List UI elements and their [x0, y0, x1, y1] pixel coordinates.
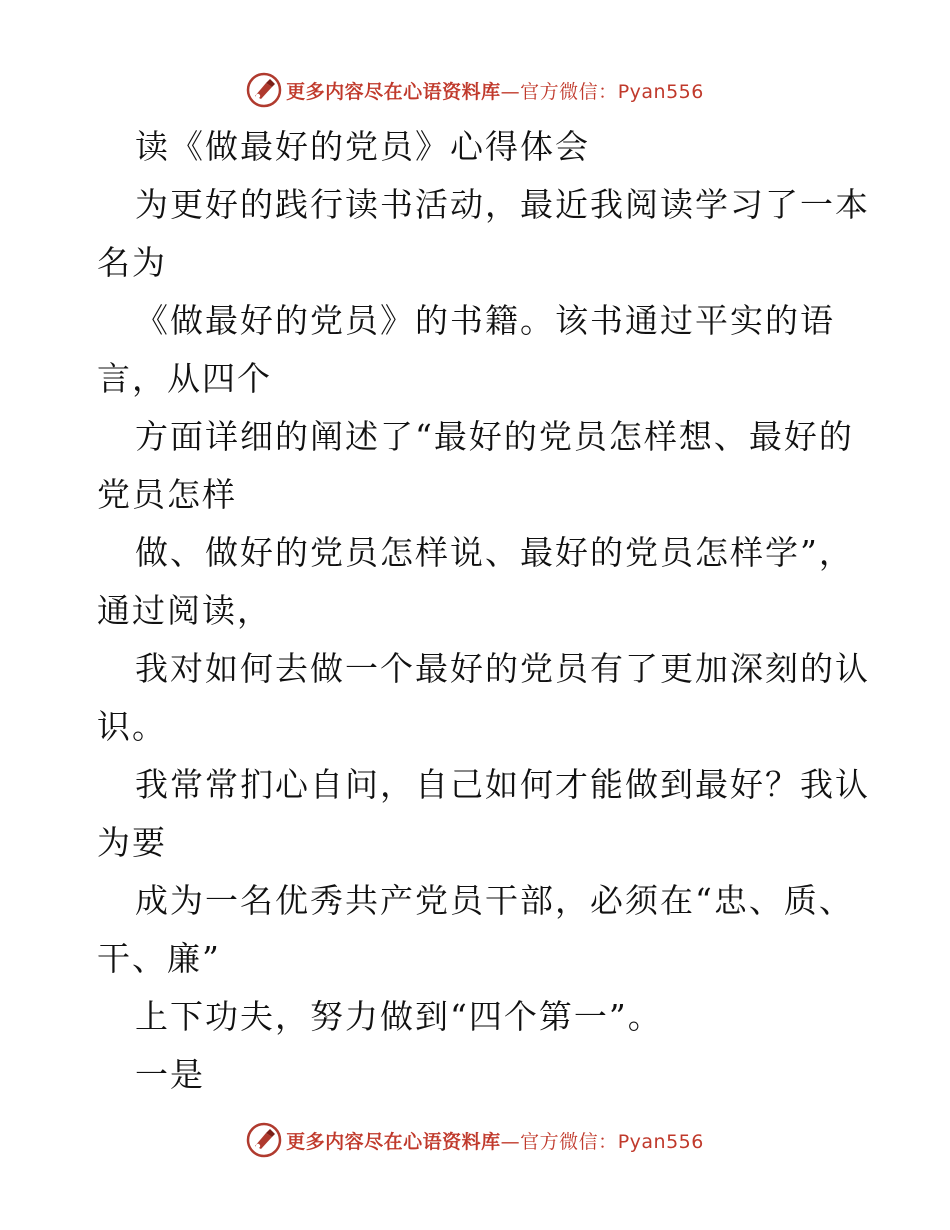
- header-banner: [0, 70, 950, 110]
- paragraph-line: 方面详细的阐述了“最好的党员怎样想、最好的: [135, 417, 854, 456]
- paragraph-line: 名为: [97, 243, 167, 282]
- paragraph-line: 言，从四个: [97, 359, 272, 398]
- header-site-text: 更多内容尽在心语资料库: [286, 80, 501, 103]
- footer-dash: —: [500, 1130, 521, 1153]
- pen-nib-logo-icon: [246, 72, 282, 108]
- footer-wechat-id: Pyan556: [617, 1130, 704, 1153]
- document-body: [97, 118, 870, 1104]
- footer-banner: [0, 1120, 950, 1160]
- paragraph-line: 做、做好的党员怎样说、最好的党员怎样学”，: [135, 533, 854, 572]
- footer-wechat-label: 官方微信：: [520, 1130, 618, 1153]
- header-dash: —: [500, 80, 521, 103]
- header-banner-text: [286, 77, 704, 104]
- paragraph-line: 为更好的践行读书活动，最近我阅读学习了一本: [135, 185, 870, 224]
- paragraph-line: 党员怎样: [97, 475, 237, 514]
- paragraph-line: 上下功夫，努力做到“四个第一”。: [135, 997, 663, 1036]
- footer-banner-text: [286, 1127, 704, 1154]
- paragraph-line: 我常常扪心自问，自己如何才能做到最好？我认: [135, 765, 870, 804]
- document-title: 读《做最好的党员》心得体会: [135, 127, 590, 166]
- paragraph-line: 我对如何去做一个最好的党员有了更加深刻的认: [135, 649, 870, 688]
- paragraph-line: 为要: [97, 823, 167, 862]
- paragraph-line: 干、廉”: [97, 939, 221, 978]
- paragraph-line: 识。: [97, 707, 167, 746]
- paragraph-line: 《做最好的党员》的书籍。该书通过平实的语: [135, 301, 835, 340]
- header-wechat-id: Pyan556: [617, 80, 704, 103]
- footer-site-text: 更多内容尽在心语资料库: [286, 1130, 501, 1153]
- paragraph-line: 通过阅读，: [97, 591, 272, 630]
- header-wechat-label: 官方微信：: [520, 80, 618, 103]
- paragraph-line: 一是: [135, 1055, 205, 1094]
- paragraph-line: 成为一名优秀共产党员干部，必须在“忠、质、: [135, 881, 854, 920]
- pen-nib-logo-icon: [246, 1122, 282, 1158]
